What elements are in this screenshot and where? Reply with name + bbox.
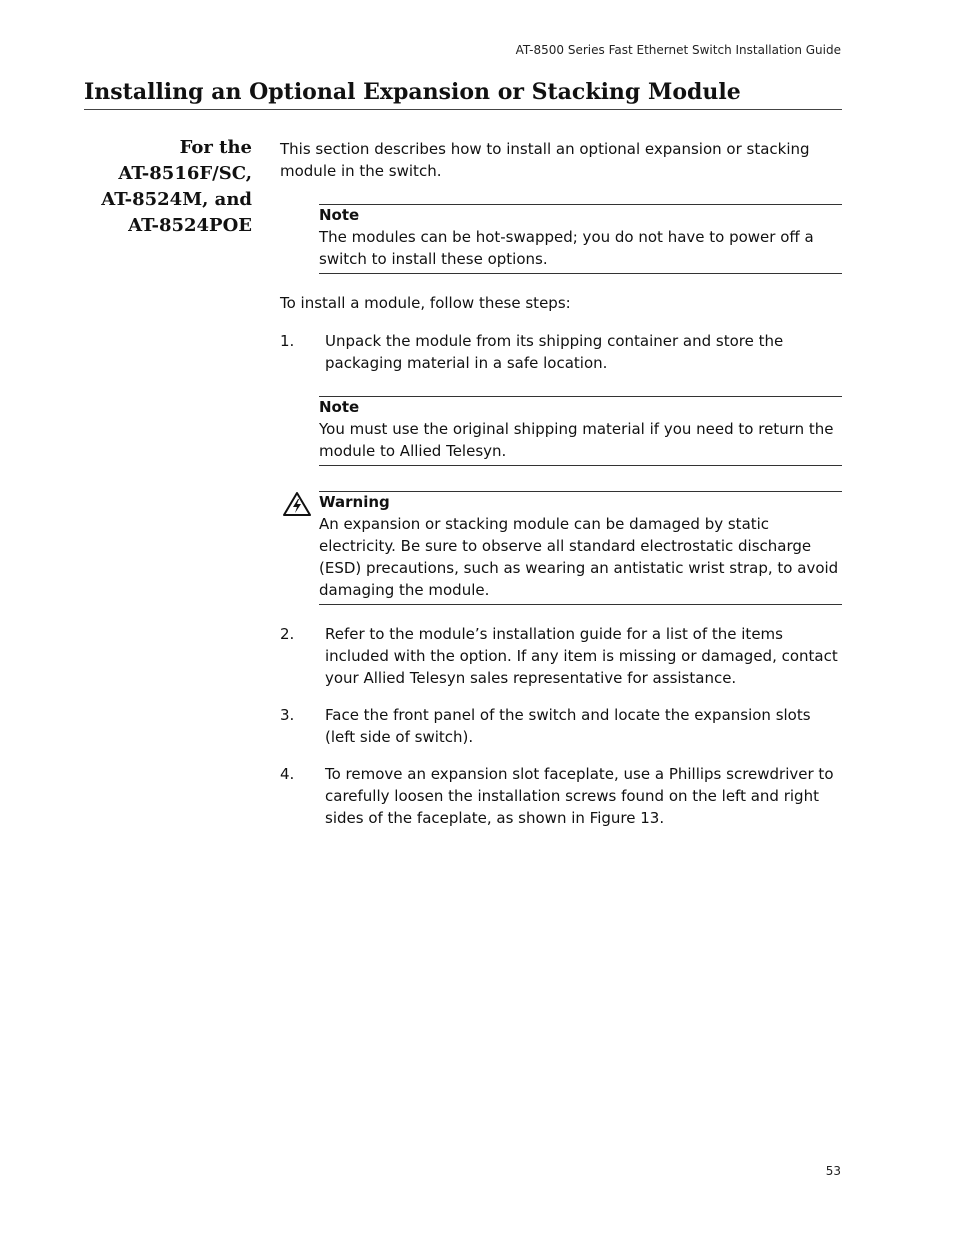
step-number: 3. [280,706,295,724]
note-label: Note [319,206,360,224]
step-text: Refer to the module’s installation guide for a list of the items included with the option. If any item is missing or damaged, contact your Allied Telesyn sales representative for assistance. [325,625,838,687]
note-text: You must use the original shipping material if you need to return the module to Allied Telesyn. [319,420,834,460]
note-label: Note [319,398,360,416]
step-number: 2. [280,625,295,643]
warning-label: Warning [319,493,390,511]
note-text: The modules can be hot-swapped; you do not have to power off a switch to install these options. [319,228,814,268]
step-text: To remove an expansion slot faceplate, use a Phillips screwdriver to carefully loosen the installation screws found on the left and right sides of the faceplate, as shown in Figure 13. [325,765,834,827]
electrical-hazard-icon [282,491,312,517]
page-number: 53 [825,1164,841,1178]
steps-intro: To install a module, follow these steps: [280,294,571,312]
step-text: Unpack the module from its shipping container and store the packaging material in a safe location. [325,332,784,372]
note-box-shipping [319,396,842,466]
step-text: Face the front panel of the switch and locate the expansion slots (left side of switch). [325,706,811,746]
side-heading-line: For the [179,137,252,158]
section-title: Installing an Optional Expansion or Stacking Module [84,78,842,110]
step-number: 4. [280,765,295,783]
side-heading-line: AT-8516F/SC, [118,163,252,184]
running-header: AT-8500 Series Fast Ethernet Switch Installation Guide [515,43,841,57]
warning-box-esd [319,491,842,605]
intro-paragraph: This section describes how to install an optional expansion or stacking module in the switch. [280,140,810,180]
note-box-hot-swap [319,204,842,274]
side-heading-line: AT-8524POE [128,215,252,236]
warning-text: An expansion or stacking module can be damaged by static electricity. Be sure to observe all standard electrostatic discharge (ESD) precautions, such as wearing an antistatic wrist strap, to avoid damaging the module. [319,515,839,599]
step-number: 1. [280,332,295,350]
side-heading-line: AT-8524M, and [101,189,252,210]
side-heading [84,135,252,239]
